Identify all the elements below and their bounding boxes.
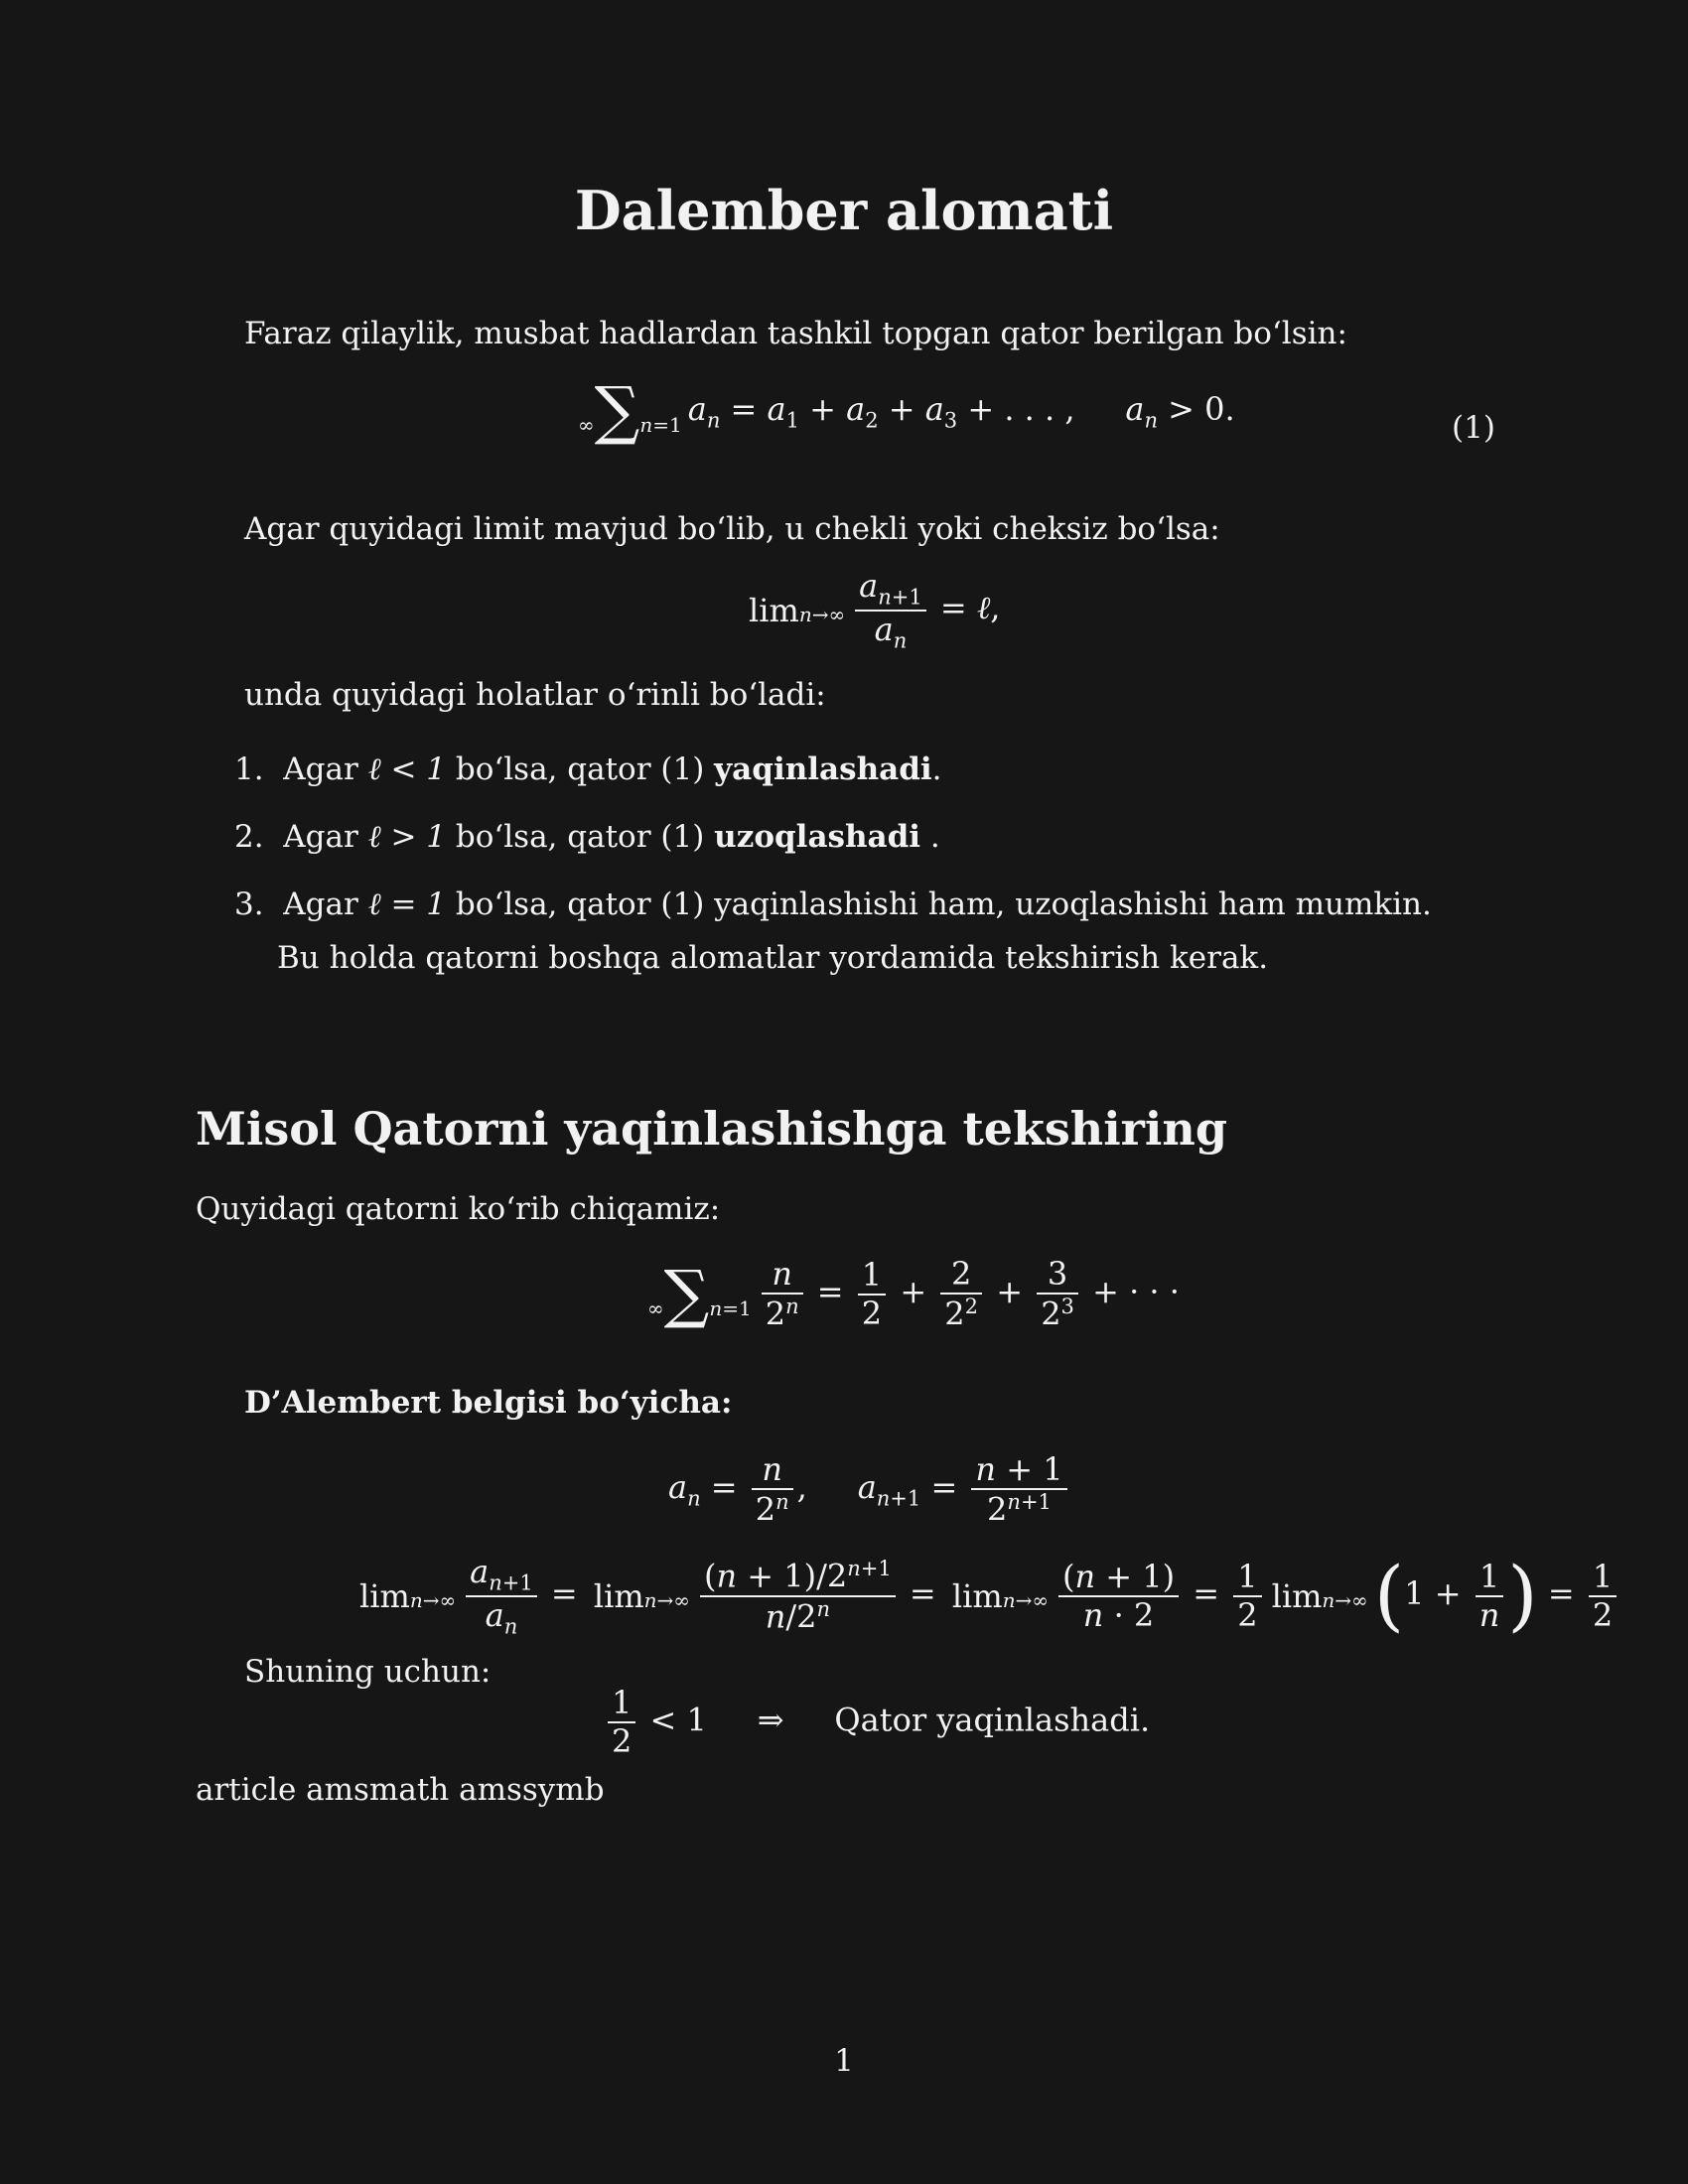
equation-number: (1) <box>1452 410 1495 446</box>
equation-conclusion: $\frac{1}{2}$ < 1 ⇒ Qator yaqinlashadi. <box>604 1685 1150 1760</box>
list-item-continuation: Bu holda qatorni boshqa alomatlar yordamida tekshirish kerak. <box>277 940 1269 976</box>
page-title: Dalember alomati <box>574 179 1114 242</box>
equation-series-definition: ∞∑n=1 $a_n = a_1 + a_2 + a_3$ + . . . , $a_n > 0$. <box>578 374 1235 448</box>
footer-text: article amsmath amssymb <box>196 1772 605 1808</box>
intro-paragraph: Faraz qilaylik, musbat hadlardan tashkil topgan qator berilgan boʻlsin: <box>244 316 1347 351</box>
section-heading: Misol Qatorni yaqinlashishga tekshiring <box>196 1102 1227 1156</box>
page-number: 1 <box>834 2043 854 2079</box>
list-item: 1. Agar ℓ < 1 boʻlsa, qator (1) yaqinlashadi. <box>234 751 942 787</box>
limit-intro-paragraph: Agar quyidagi limit mavjud boʻlib, u chekli yoki cheksiz boʻlsa: <box>244 511 1220 547</box>
example-intro-paragraph: Quyidagi qatorni koʻrib chiqamiz: <box>196 1191 721 1227</box>
cases-intro-paragraph: unda quyidagi holatlar oʻrinli boʻladi: <box>244 677 826 713</box>
equation-terms: $a_n$ = $\frac{n}{2^n}$ , $a_{n+1}$ = $\frac{n + 1}{2^{n+1}}$ <box>668 1451 1071 1528</box>
list-item: 2. Agar ℓ > 1 boʻlsa, qator (1) uzoqlashadi . <box>234 819 940 855</box>
dalembert-label: D’Alembert belgisi boʻyicha: <box>244 1385 733 1421</box>
list-item: 3. Agar ℓ = 1 boʻlsa, qator (1) yaqinlashishi ham, uzoqlashishi ham mumkin. <box>234 887 1432 922</box>
therefore-label: Shuning uchun: <box>244 1654 492 1690</box>
equation-ratio-limit: limn→∞ $\frac{a_{n+1}}{a_n}$ = ℓ, <box>749 567 1001 652</box>
equation-example-series: ∞∑n=1 $\frac{n}{2^n}$ = $\frac{1}{2}$ + $\frac{2}{2^2}$ + $\frac{3}{2^3}$ + · · · <box>647 1255 1180 1333</box>
conclusion-text: Qator yaqinlashadi. <box>834 1701 1151 1739</box>
equation-limit-computation: limn→∞ $\frac{a_{n+1}}{a_n}$ = limn→∞ $\frac{(n + 1)/2^{n+1}}{n/2^n}$ = limn→∞ $\frac{(n + 1)}{n \cdot 2}$ = $\frac{1}{2}$ limn→∞(1 + $\frac{1}{n}$ ) = $\frac{1}{2}$ <box>353 1554 1620 1638</box>
